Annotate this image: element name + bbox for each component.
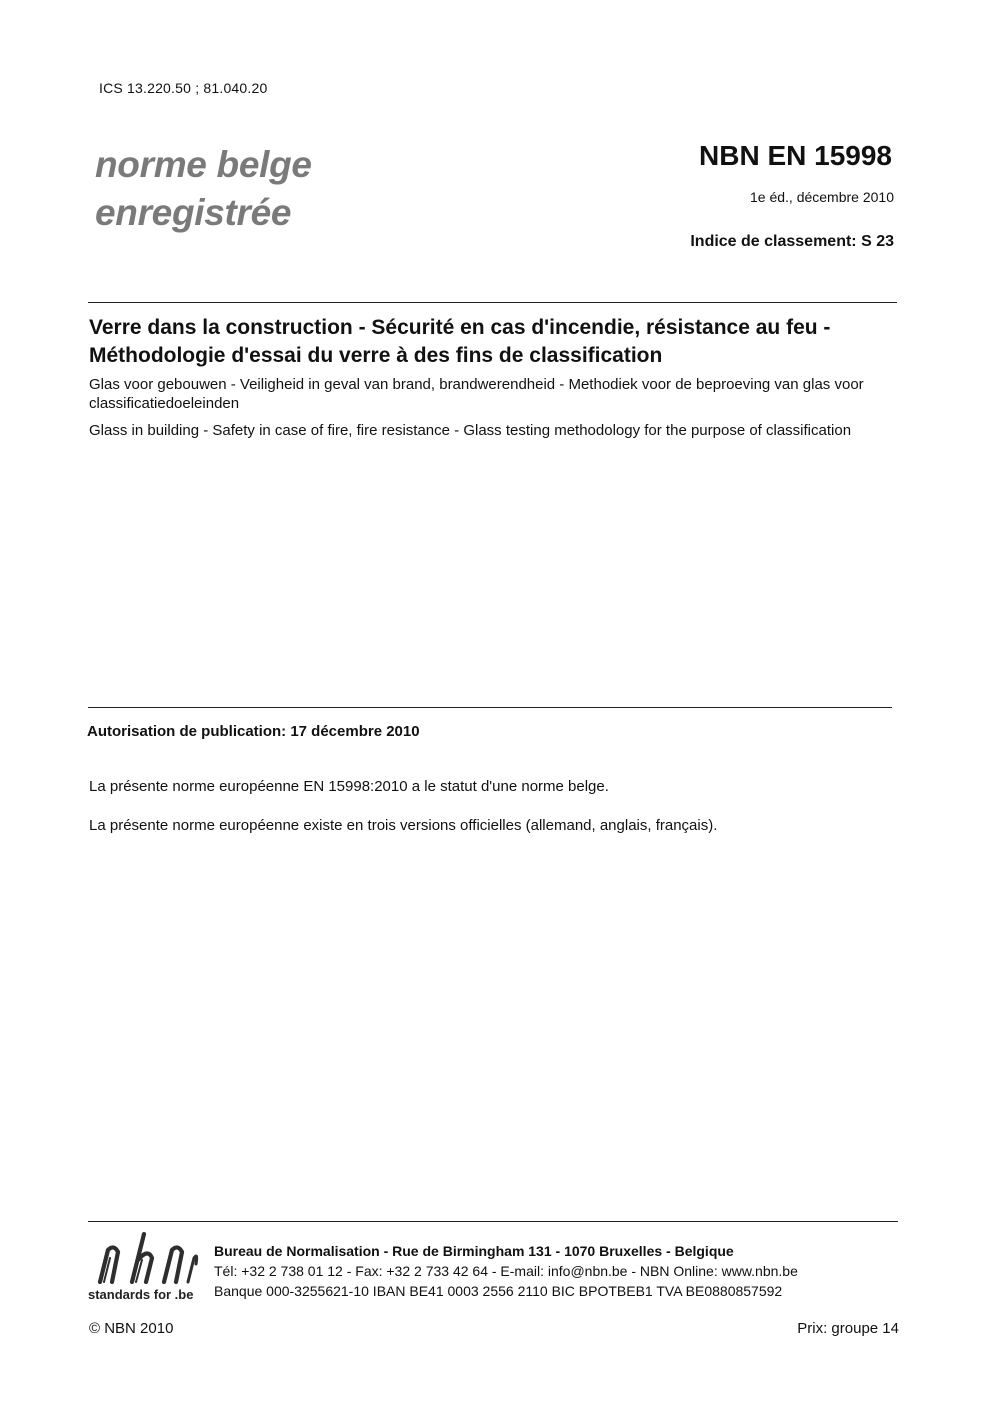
title-french: Verre dans la construction - Sécurité en cas d'incendie, résistance au feu - Méthodologie d'essai du verre à des fins de classification [89, 316, 831, 367]
nbn-logo [88, 1226, 204, 1306]
status-paragraph: La présente norme européenne EN 15998:2010 a le statut d'une norme belge. [89, 778, 609, 795]
nbn-logo-mark-icon [92, 1230, 202, 1288]
brand-line-2: enregistrée [95, 192, 292, 233]
standard-number: NBN EN 15998 [699, 140, 892, 171]
price-group: Prix: groupe 14 [797, 1320, 899, 1337]
brand-line-1: norme belge [95, 144, 312, 185]
footer-contact: Tél: +32 2 738 01 12 - Fax: +32 2 733 42 64 - E-mail: info@nbn.be - NBN Online: www.nbn.be [214, 1263, 798, 1279]
footer-divider [88, 1221, 898, 1222]
edition-date: 1e éd., décembre 2010 [750, 189, 894, 205]
versions-paragraph: La présente norme européenne existe en trois versions officielles (allemand, anglais, français). [89, 817, 718, 834]
title-english: Glass in building - Safety in case of fire, fire resistance - Glass testing methodology for the purpose of classification [89, 422, 852, 439]
title-dutch: Glas voor gebouwen - Veiligheid in geval van brand, brandwerendheid - Methodiek voor de beproeving van glas voor classificatiedoeleinden [89, 376, 864, 412]
publication-authorisation: Autorisation de publication: 17 décembre 2010 [87, 723, 420, 740]
brand-title [95, 141, 312, 237]
ics-code: ICS 13.220.50 ; 81.040.20 [99, 80, 268, 96]
footer-address: Bureau de Normalisation - Rue de Birmingham 131 - 1070 Bruxelles - Belgique [214, 1243, 734, 1259]
footer-bank: Banque 000-3255621-10 IBAN BE41 0003 2556 2110 BIC BPOTBEB1 TVA BE0880857592 [214, 1283, 783, 1299]
footer-contact-block [214, 1241, 798, 1301]
titles-divider [88, 707, 892, 708]
header-divider [88, 302, 897, 303]
logo-tagline: standards for .be [88, 1287, 194, 1302]
copyright: © NBN 2010 [89, 1320, 174, 1337]
classification-index: Indice de classement: S 23 [690, 233, 894, 250]
